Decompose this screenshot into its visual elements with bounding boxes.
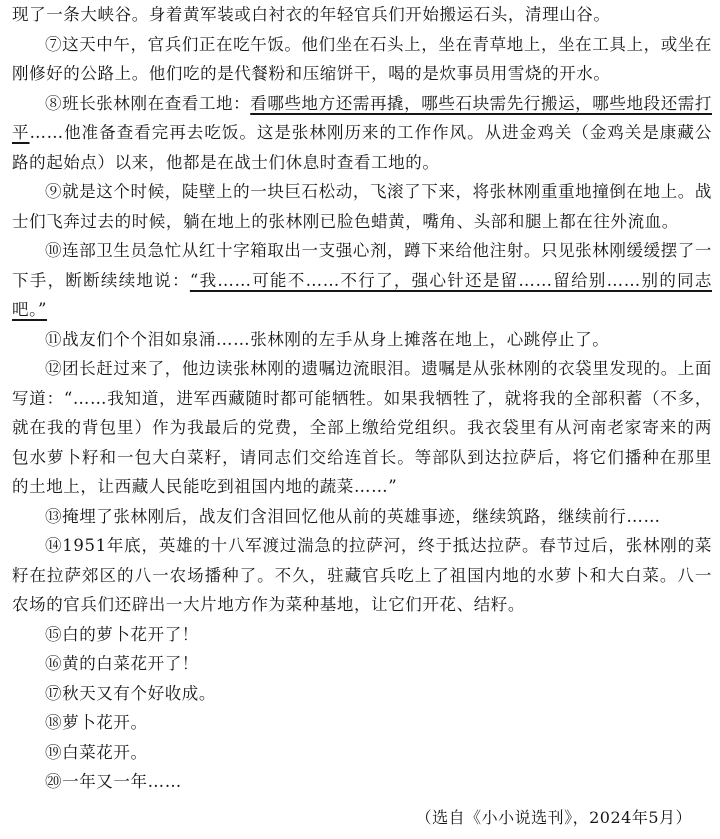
paragraph-0: 现了一条大峡谷。身着黄军装或白衬衣的年轻官兵们开始搬运石头，清理山谷。 — [12, 5, 611, 24]
paragraph-8-lead: ⑧班长张林刚在查看工地： — [45, 93, 251, 113]
paragraph-10-lead: ⑩连部卫生员急忙从红十字箱取出一支强心剂，蹲下来给他注射。只见张林刚缓缓摆了一下手，断断续续地说： — [12, 241, 712, 290]
paragraph-19: ⑲白菜花开。 — [45, 742, 148, 762]
paragraph-11: ⑪战友们个个泪如泉涌……张林刚的左手从身上摊落在地上，心跳停止了。 — [45, 329, 610, 349]
paragraph-17: ⑰秋天又有个好收成。 — [45, 683, 216, 703]
paragraph-18: ⑱萝卜花开。 — [45, 713, 148, 732]
article-body — [12, 0, 712, 797]
paragraph-10 — [12, 236, 712, 325]
paragraph-15: ⑮白的萝卜花开了！ — [45, 624, 199, 644]
paragraph-20: ⑳一年又一年…… — [45, 772, 182, 791]
paragraph-9: ⑨就是这个时候，陡壁上的一块巨石松动，飞滚了下来，将张林刚重重地撞倒在地上。战士们飞奔过去的时候，躺在地上的张林刚已脸色蜡黄，嘴角、头部和腿上都在往外流血。 — [12, 182, 712, 231]
paragraph-16: ⑯黄的白菜花开了！ — [45, 654, 199, 673]
paragraph-14: ⑭1951年底，英雄的十八军渡过湍急的拉萨河，终于抵达拉萨。春节过后，张林刚的菜籽在拉萨郊区的八一农场播种了。不久，驻藏官兵吃上了祖国内地的水萝卜和大白菜。八一农场的官兵们还辟出一大片地方作为菜种基地，让它们开花、结籽。 — [12, 536, 712, 614]
source-citation: （选自《小小说选刊》，2024年5月） — [415, 808, 692, 827]
paragraph-8-tail: ……他准备查看完再去吃饭。这是张林刚历来的工作作风。从进金鸡关（金鸡关是康藏公路的起始点）以来，他都是在战士们休息时查看工地的。 — [12, 123, 712, 172]
paragraph-7: ⑦这天中午，官兵们正在吃午饭。他们坐在石头上，坐在青草地上，坐在工具上，或坐在刚修好的公路上。他们吃的是代餐粉和压缩饼干，喝的是炊事员用雪烧的开水。 — [12, 34, 712, 83]
paragraph-12: ⑫团长赶过来了，他边读张林刚的遗嘱边流眼泪。遗嘱是从张林刚的衣袋里发现的。上面写道：“……我知道，进军西藏随时都可能牺牲。如果我牺牲了，就将我的全部积蓄（不多，就在我的背包里）作为我最后的党费，全部上缴给党组织。我衣袋里有从河南老家寄来的两包水萝卜籽和一包大白菜籽，请同志们交给连首长。等部队到达拉萨后，将它们播种在那里的土地上，让西藏人民能吃到祖国内地的蔬菜……” — [12, 359, 712, 496]
paragraph-8 — [12, 89, 712, 178]
paragraph-13: ⑬掩埋了张林刚后，战友们含泪回忆他从前的英雄事迹，继续筑路，继续前行…… — [45, 506, 661, 526]
paragraph-8-underlined: 看哪些地方还需再撬，哪些石块需先行搬运，哪些地段还需打平 — [12, 93, 712, 142]
paragraph-10-underlined-quote: “我……可能不……不行了，强心针还是留……留给别……别的同志吧。” — [12, 270, 712, 319]
